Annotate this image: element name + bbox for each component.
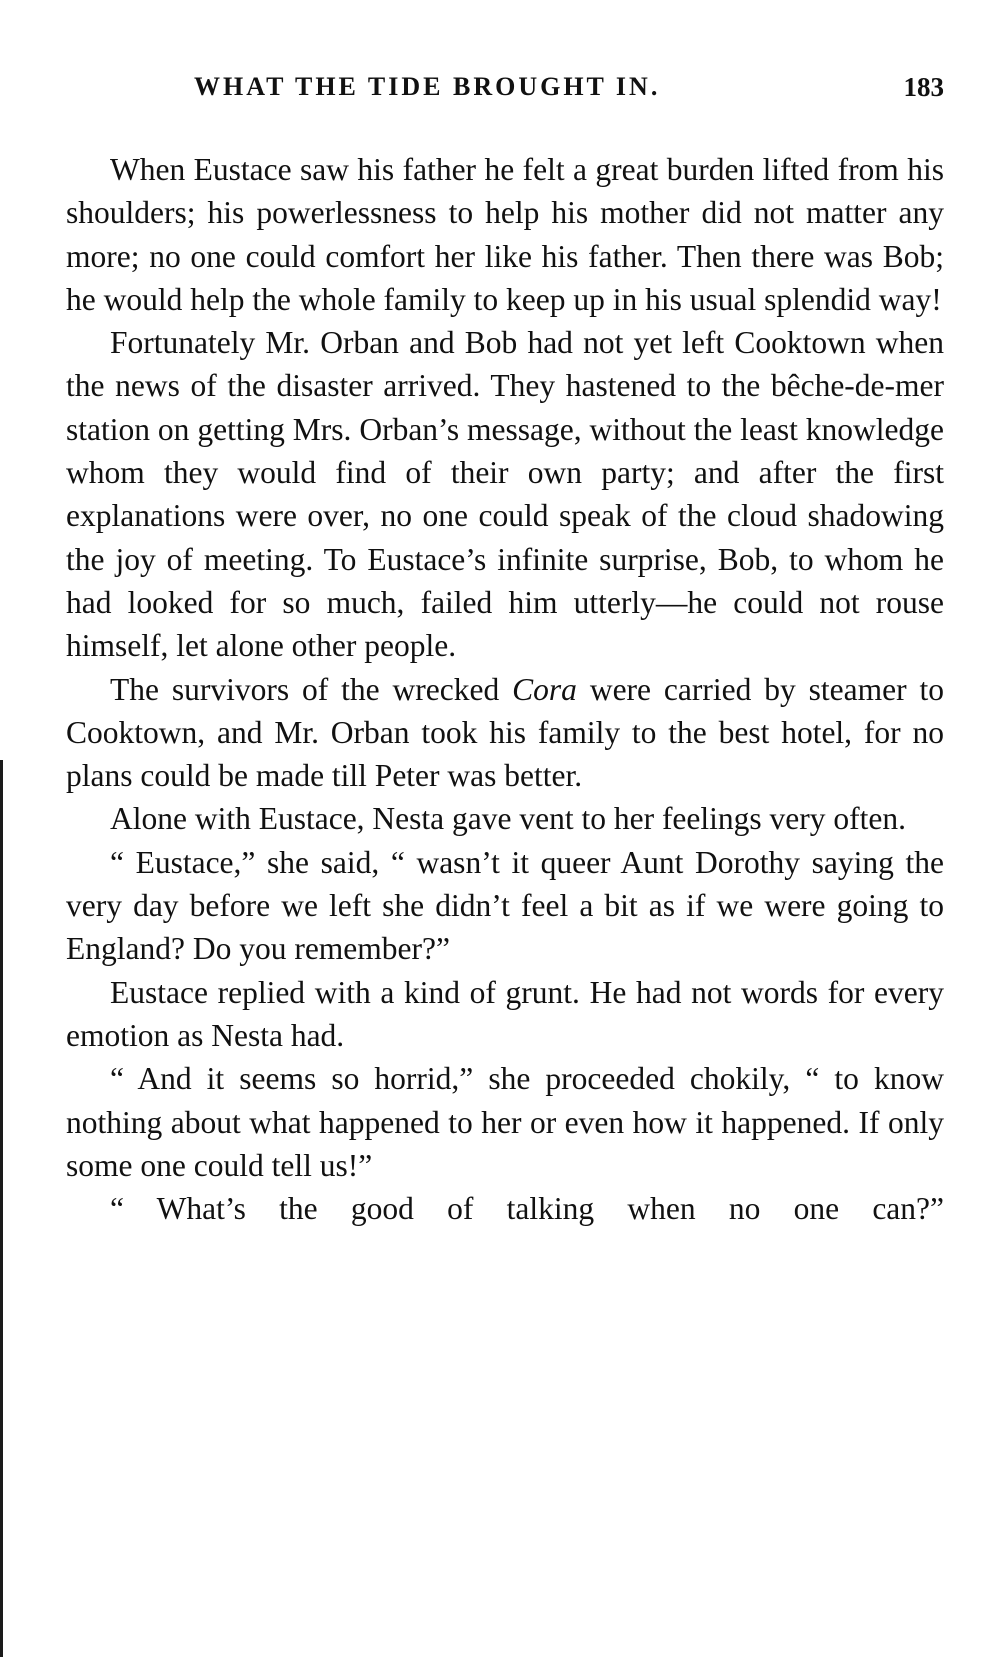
- paragraph-8: “ What’s the good of talking when no one can?”: [110, 1191, 944, 1227]
- page-number: 183: [903, 72, 944, 102]
- body-text: [66, 148, 944, 1230]
- paragraph-7: “ And it seems so horrid,” she proceeded chokily, “ to know nothing about what happened to her or even how it happened. If only some one could tell us!”: [66, 1061, 944, 1183]
- paragraph-2: Fortunately Mr. Orban and Bob had not yet left Cooktown when the news of the disaster arrived. They hastened to the bêche-de-mer station on getting Mrs. Orban’s message, without the least knowledge whom they would find of their own party; and after the first explanations were over, no one could speak of the cloud shadowing the joy of meeting. To Eustace’s infinite surprise, Bob, to whom he had looked for so much, failed him utterly—he could not rouse himself, let alone other people.: [66, 325, 944, 664]
- paragraph-4: Alone with Eustace, Nesta gave vent to her feelings very often.: [110, 801, 906, 837]
- paragraph-3: [66, 668, 944, 798]
- paragraph-3-end: were carried by steamer to Cooktown, and Mr. Orban took his family to the best hotel, for no plans could be made till Peter was better.: [66, 671, 944, 794]
- paragraph-1: When Eustace saw his father he felt a great burden lifted from his shoulders; his powerlessness to help his mother did not matter any more; no one could comfort her like his father. Then there was Bob; he would help the whole family to keep up in his usual splendid way!: [66, 152, 944, 317]
- running-title: WHAT THE TIDE BROUGHT IN.: [194, 72, 661, 101]
- scan-edge-shadow: [0, 760, 3, 1657]
- paragraph-3-start: The survivors of the wrecked: [110, 671, 513, 707]
- paragraph-6: Eustace replied with a kind of grunt. He had not words for every emotion as Nesta had.: [66, 974, 944, 1053]
- page-header: [66, 72, 944, 112]
- paragraph-5: “ Eustace,” she said, “ wasn’t it queer Aunt Dorothy saying the very day before we left she didn’t feel a bit as if we were going to England? Do you remember?”: [66, 844, 944, 967]
- ship-name: Cora: [512, 671, 577, 707]
